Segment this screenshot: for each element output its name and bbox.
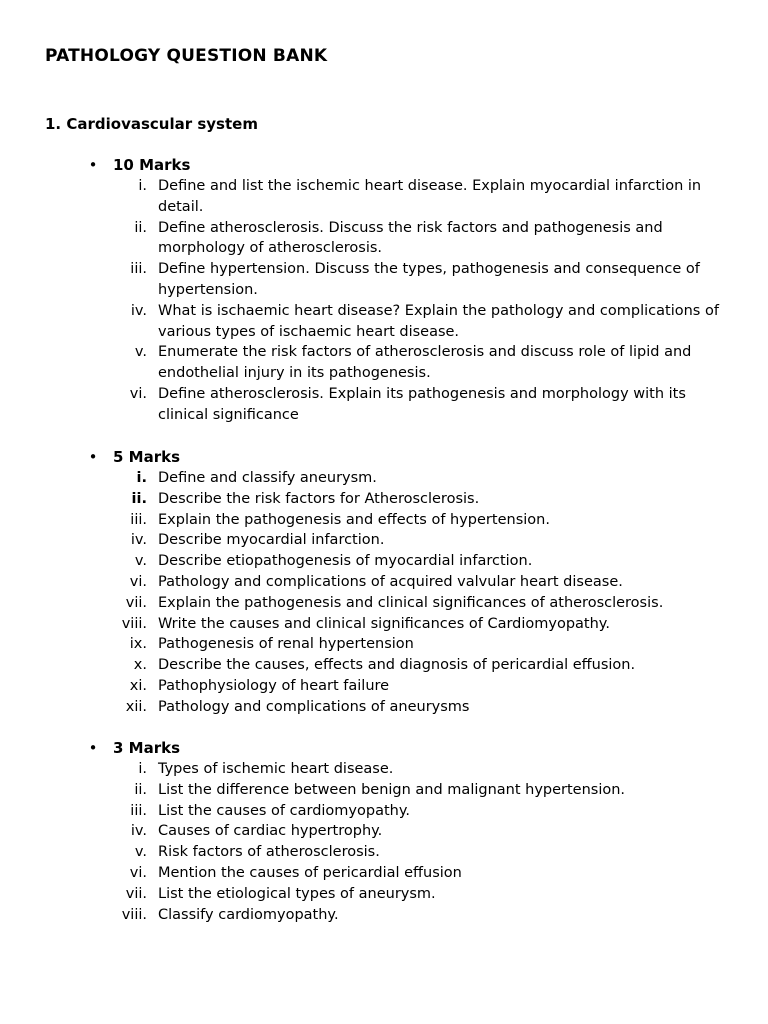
question-text: Explain the pathogenesis and effects of hypertension. <box>158 511 550 528</box>
item-number: ii. <box>131 490 147 507</box>
item-number: vi. <box>129 864 147 881</box>
question-item <box>0 863 768 884</box>
question-item <box>0 780 768 801</box>
question-list <box>0 176 768 426</box>
item-number: ii. <box>134 781 147 798</box>
question-text: List the etiological types of aneurysm. <box>158 885 436 902</box>
item-number: vi. <box>129 385 147 402</box>
item-number: iii. <box>130 802 147 819</box>
bullet-icon: • <box>88 448 98 466</box>
bullet-icon: • <box>88 739 98 757</box>
item-number: v. <box>134 344 147 361</box>
question-text: Pathogenesis of renal hypertension <box>158 636 414 653</box>
question-item <box>0 884 768 905</box>
question-text: Enumerate the risk factors of atherosclerosis and discuss role of lipid and endothelial injury in its pathogenesis. <box>158 344 692 382</box>
question-text: Describe etiopathogenesis of myocardial infarction. <box>158 553 533 570</box>
question-text: Mention the causes of pericardial effusion <box>158 864 462 881</box>
item-number: iv. <box>130 302 147 319</box>
question-text: Pathophysiology of heart failure <box>158 677 390 694</box>
item-number: vii. <box>125 885 147 902</box>
question-item <box>0 842 768 863</box>
question-list <box>0 468 768 718</box>
question-text: Pathology and complications of acquired valvular heart disease. <box>158 573 623 590</box>
item-number: v. <box>134 553 147 570</box>
question-item <box>0 905 768 926</box>
question-item <box>0 218 768 260</box>
item-number: iv. <box>130 823 147 840</box>
question-item <box>0 384 768 426</box>
question-item <box>0 510 768 531</box>
item-number: ii. <box>134 219 147 236</box>
item-number: x. <box>133 657 147 674</box>
question-text: List the difference between benign and malignant hypertension. <box>158 781 626 798</box>
question-text: Risk factors of atherosclerosis. <box>158 844 380 861</box>
question-text: Causes of cardiac hypertrophy. <box>158 823 383 840</box>
item-number: vi. <box>129 573 147 590</box>
question-item <box>0 342 768 384</box>
question-item <box>0 530 768 551</box>
question-item <box>0 551 768 572</box>
question-item <box>0 259 768 301</box>
item-number: iii. <box>130 511 147 528</box>
item-number: v. <box>134 844 147 861</box>
question-item <box>0 572 768 593</box>
item-number: i. <box>138 761 147 777</box>
question-text: Define and list the ischemic heart disease. Explain myocardial infarction in detail. <box>158 178 702 215</box>
question-item <box>0 634 768 655</box>
question-text: Define and classify aneurysm. <box>158 470 377 486</box>
question-item <box>0 655 768 676</box>
bullet-icon: • <box>88 156 98 174</box>
marks-group-3 <box>0 738 768 925</box>
question-item <box>0 593 768 614</box>
group-header <box>0 738 768 759</box>
item-number: i. <box>136 470 147 486</box>
question-item <box>0 468 768 489</box>
group-label: 10 Marks <box>113 156 191 174</box>
group-header <box>0 447 768 468</box>
question-text: Classify cardiomyopathy. <box>158 906 339 923</box>
group-label: 5 Marks <box>113 448 181 466</box>
question-item <box>0 801 768 822</box>
group-header <box>0 155 768 176</box>
question-text: Define atherosclerosis. Explain its pathogenesis and morphology with its clinical significance <box>158 385 686 423</box>
group-label: 3 Marks <box>113 739 181 757</box>
item-number: iv. <box>130 532 147 549</box>
section-heading: 1. Cardiovascular system <box>45 115 258 133</box>
question-item <box>0 676 768 697</box>
marks-group-10 <box>0 155 768 426</box>
question-text: Write the causes and clinical significances of Cardiomyopathy. <box>158 615 610 632</box>
question-text: What is ischaemic heart disease? Explain the pathology and complications of various types of ischaemic heart disease. <box>158 302 719 340</box>
question-item <box>0 614 768 635</box>
item-number: viii. <box>121 906 147 923</box>
question-item <box>0 489 768 510</box>
question-text: Types of ischemic heart disease. <box>158 761 394 777</box>
item-number: xi. <box>129 677 147 694</box>
question-item <box>0 697 768 718</box>
item-number: vii. <box>125 594 147 611</box>
marks-group-5 <box>0 447 768 718</box>
question-item <box>0 301 768 343</box>
question-item <box>0 821 768 842</box>
question-list <box>0 759 768 925</box>
question-text: Describe myocardial infarction. <box>158 532 385 549</box>
question-text: Define atherosclerosis. Discuss the risk factors and pathogenesis and morphology of atherosclerosis. <box>158 219 663 257</box>
question-text: Describe the risk factors for Atherosclerosis. <box>158 490 480 507</box>
question-text: Explain the pathogenesis and clinical significances of atherosclerosis. <box>158 594 664 611</box>
question-item <box>0 176 768 218</box>
question-text: Describe the causes, effects and diagnosis of pericardial effusion. <box>158 657 636 674</box>
page-title: PATHOLOGY QUESTION BANK <box>45 46 328 66</box>
question-text: List the causes of cardiomyopathy. <box>158 802 410 819</box>
item-number: ix. <box>129 636 147 653</box>
item-number: i. <box>138 178 147 194</box>
question-item <box>0 759 768 780</box>
item-number: iii. <box>130 261 147 278</box>
item-number: viii. <box>121 615 147 632</box>
question-text: Pathology and complications of aneurysms <box>158 698 470 715</box>
question-text: Define hypertension. Discuss the types, pathogenesis and consequence of hypertension. <box>158 261 700 298</box>
item-number: xii. <box>125 698 147 715</box>
